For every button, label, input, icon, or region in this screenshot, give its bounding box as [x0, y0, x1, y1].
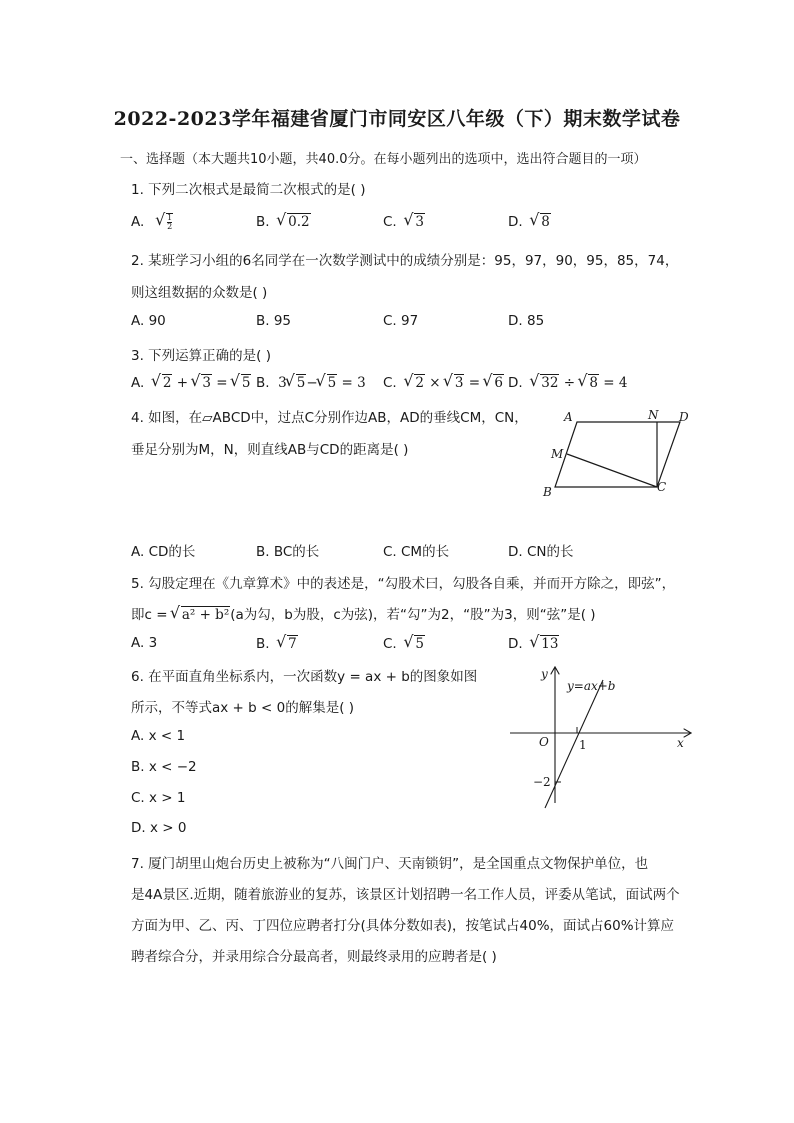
q4-option-a: A. CD的长: [131, 544, 196, 560]
q6-option-b: B. x < −2: [131, 759, 197, 775]
q5-option-a: A. 3: [131, 635, 158, 651]
q5-option-b: B. √ 7: [256, 635, 298, 652]
question-5-stem-line2: 即c = √ a² + b²(a为勾，b为股，c为弦)，若“勾”为2，“股”为3，则“弦”是( ): [131, 603, 596, 623]
axis-label-y: y: [541, 667, 548, 681]
question-7-line4: 聘者综合分，并录用综合分最高者，则最终录用的应聘者是( ): [131, 949, 497, 965]
question-6-stem: 6. 在平面直角坐标系内，一次函数y = ax + b的图象如图: [131, 669, 478, 685]
label-b: B: [543, 485, 552, 499]
q3-option-a: A. √ 2 + √ 3 = √ 5: [131, 374, 251, 391]
q5-option-c: C. √ 5: [383, 635, 425, 652]
q1-option-a: A. √ $\frac{1}{2}$: [131, 213, 173, 231]
page-title: 2022-2023学年福建省厦门市同安区八年级（下）期末数学试卷: [113, 108, 681, 130]
label-m: M: [551, 447, 564, 461]
parallelogram-figure: [535, 405, 705, 505]
section-heading: 一、选择题（本大题共10小题，共40.0分。在每小题列出的选项中，选出符合题目的一项）: [120, 152, 647, 167]
segment-cm: [567, 454, 657, 487]
q2-option-c: C. 97: [383, 313, 419, 329]
q6-option-c: C. x > 1: [131, 790, 186, 806]
q6-option-a: A. x < 1: [131, 728, 186, 744]
label-d: D: [679, 410, 689, 424]
question-2-stem-line2: 则这组数据的众数是( ): [131, 285, 268, 301]
origin-label: O: [539, 735, 549, 749]
q3-option-c: C. √ 2 × √ 3 = √ 6: [383, 374, 504, 391]
q1-option-d: D. √ 8: [508, 213, 551, 230]
label-c: C: [657, 480, 667, 494]
q2-option-b: B. 95: [256, 313, 292, 329]
q2-option-d: D. 85: [508, 313, 545, 329]
question-4-stem-line2: 垂足分别为M，N，则直线AB与CD的距离是( ): [131, 442, 409, 458]
q4-option-c: C. CM的长: [383, 544, 450, 560]
question-1-stem: 1. 下列二次根式是最简二次根式的是( ): [131, 182, 366, 198]
q6-option-d: D. x > 0: [131, 820, 187, 836]
tick-label-neg2: −2: [533, 775, 551, 789]
question-7-line3: 方面为甲、乙、丙、丁四位应聘者打分(具体分数如表)，按笔试占40%，面试占60%计算应: [131, 918, 675, 934]
line-label: y=ax+b: [567, 679, 616, 693]
question-4-stem: 4. 如图，在▱ABCD中，过点C分别作边AB，AD的垂线CM，CN，: [131, 410, 528, 426]
question-5-stem: 5. 勾股定理在《九章算术》中的表述是，“勾股术曰，勾股各自乘，并而开方除之，即弦”，: [131, 576, 676, 592]
q3-option-b: B. 3√ 5−√ 5 = 3: [256, 374, 366, 391]
question-6-stem-line2: 所示，不等式ax + b < 0的解集是( ): [131, 700, 355, 716]
question-3-stem: 3. 下列运算正确的是( ): [131, 348, 271, 364]
parallelogram-abcd: [555, 422, 680, 487]
tick-label-1: 1: [579, 738, 587, 752]
q3-option-d: D. √ 32 ÷ √ 8 = 4: [508, 374, 627, 391]
q5-option-d: D. √ 13: [508, 635, 559, 652]
axis-label-x: x: [677, 736, 684, 750]
question-2-stem: 2. 某班学习小组的6名同学在一次数学测试中的成绩分别是：95，97，90，95，85，74，: [131, 253, 679, 269]
q1-option-c: C. √ 3: [383, 213, 425, 230]
question-7-line1: 7. 厦门胡里山炮台历史上被称为“八闽门户、天南锁钥”，是全国重点文物保护单位，也: [131, 856, 649, 872]
question-7-line2: 是4A景区.近期，随着旅游业的复苏，该景区计划招聘一名工作人员，评委从笔试，面试两个: [131, 887, 680, 903]
label-a: A: [564, 410, 573, 424]
q2-option-a: A. 90: [131, 313, 166, 329]
q1-option-b: B. √ 0.2: [256, 213, 311, 230]
q4-option-d: D. CN的长: [508, 544, 574, 560]
label-n: N: [648, 408, 659, 422]
q4-option-b: B. BC的长: [256, 544, 320, 560]
function-graph: [505, 660, 700, 810]
line-y-ax-b: [545, 680, 603, 808]
